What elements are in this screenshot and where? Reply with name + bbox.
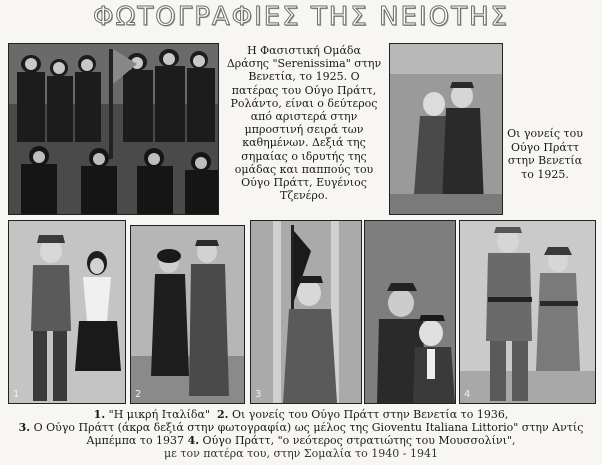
- photo-number: 3: [255, 389, 262, 400]
- caption-number-3: 3.: [18, 421, 31, 434]
- caption-parents-1925: Οι γονείς του Ούγο Πράττ στην Βενετία το 1925.: [507, 127, 583, 181]
- photo-hugo-somalia: [459, 220, 596, 404]
- caption-line-3: με τον πατέρα του, στην Σομαλία το 1940 - 1941: [164, 447, 438, 460]
- caption-text-4: Ούγο Πράττ, "ο νεότερος στρατιώτης του Μουσσολίνι",: [202, 434, 516, 447]
- photo-parents-1925: [389, 43, 503, 215]
- photo-parents-1936: [130, 225, 245, 404]
- page-title: ΦΩΤΟΓΡΑΦΙΕΣ ΤΗΣ ΝΕΙΟΤΗΣ: [93, 2, 509, 32]
- bottom-captions: [8, 408, 594, 460]
- photo-little-italian-girl: [8, 220, 126, 404]
- photo-number: 2: [135, 389, 142, 400]
- photo-number: 1: [13, 389, 20, 400]
- caption-line-2: [8, 421, 594, 447]
- caption-group-photo: Η Φασιστική Ομάδα Δράσης "Serenissima" στην Βενετία, το 1925. Ο πατέρας του Ούγο Πράττ, Ρολάντο, είναι ο δεύτερος από αριστερά στην μπροστινή σειρά των καθημένων. Δεξιά της σημαίας ο ιδρυτής της ομάδας και παππούς του Ούγο Πράττ, Ευγένιος Τζενέρο.: [226, 44, 382, 203]
- caption-number-1: 1.: [93, 408, 106, 421]
- photo-hugo-gil: [250, 220, 362, 404]
- photo-hugo-addis-ababa: [364, 220, 456, 404]
- caption-text-1: "Η μικρή Ιταλίδα": [108, 408, 210, 421]
- photo-number: 4: [464, 389, 471, 400]
- caption-line-1: [8, 408, 594, 421]
- caption-number-4: 4.: [187, 434, 200, 447]
- caption-text-3: Ο Ούγο Πράττ (άκρα δεξιά στην φωτογραφία) ως μέλος της Gioventu Italiana Littorio" στην Αντίς Αμπέμπα το 1937: [33, 421, 584, 447]
- photo-group-serenissima: [8, 43, 219, 215]
- caption-number-2: 2.: [216, 408, 229, 421]
- caption-text-2: Οι γονείς του Ούγο Πράττ στην Βενετία το 1936,: [231, 408, 509, 421]
